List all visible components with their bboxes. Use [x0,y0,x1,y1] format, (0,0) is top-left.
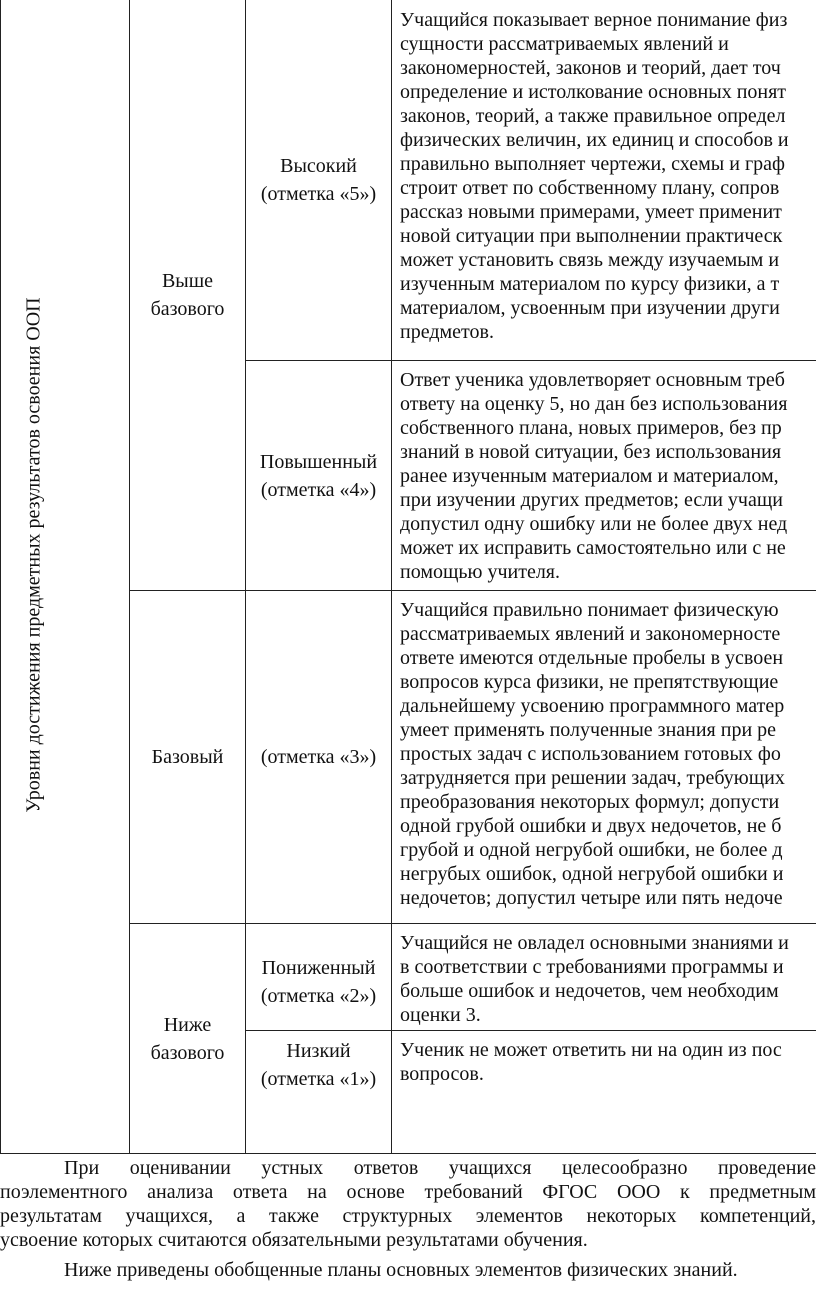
description-line: дальнейшему усвоению программного матер [400,695,785,717]
description-low [400,1038,816,1086]
description-line: одной грубой ошибки и двух недочетов, не б [400,815,782,837]
description-line: простых задач с использованием готовых фо [400,743,781,765]
description-line: преобразования некоторых формул; допусти [400,791,780,813]
description-high [400,8,816,344]
level-mark: (отметка «2») [260,985,377,1007]
description-line: Учащийся показывает верное понимание физ [400,9,788,31]
level-mark: (отметка «3») [260,746,377,768]
level-mark: (отметка «4») [260,478,377,501]
level-name: Высокий [280,155,357,177]
paragraph-line: При оценивании устных ответов учащихся целесообразно проведение [64,1157,816,1179]
description-line: вопросов курса физики, не препятствующие [400,671,779,693]
description-basic [400,598,816,910]
description-line: затрудняется при решении задач, требующих [400,767,785,789]
level-name: Низкий [286,1040,351,1062]
paragraph-plans-intro [0,1258,816,1282]
description-line: правильно выполняет чертежи, схемы и граф [400,153,785,175]
description-line: рассматриваемых явлений и закономерносте [400,623,781,645]
table-divider-col3 [391,0,392,1153]
paragraph-line: поэлементного анализа ответа на основе требований ФГОС ООО к предметным [0,1181,816,1203]
level-mark: (отметка «5») [260,183,377,205]
level-cell-low [246,1031,391,1153]
paragraph-line: результатам учащихся, а также структурных элементов некоторых компетенций, [0,1205,816,1227]
description-line: может их исправить самостоятельно или с не [400,537,786,559]
group-label-below-basic [130,924,245,1153]
description-reduced [400,931,816,1027]
table-border-left [0,0,1,1153]
description-line: больше ошибок и недочетов, чем необходим [400,980,779,1002]
description-line: Учащийся не овладел основными знаниями и [400,932,789,954]
description-line: ответе имеются отдельные пробелы в усвоен [400,647,784,669]
description-line: умеет применять полученные знания при ре [400,719,777,741]
description-line: изученным материалом по курсу физики, а т [400,273,780,295]
paragraph-line: Ниже приведены обобщенные планы основных элементов физических знаний. [64,1259,738,1281]
group-label-text: Выше базового [150,270,225,320]
description-line: оценки 3. [400,1004,481,1026]
level-mark: (отметка «1») [260,1068,377,1090]
level-cell-elevated [246,361,391,590]
group-label-text: Базовый [151,746,224,768]
description-line: предметов. [400,321,494,343]
level-cell-reduced [246,924,391,1030]
paragraph-oral-assessment [0,1156,816,1252]
description-line: законов, теорий, а также правильное определ [400,105,786,127]
description-elevated [400,368,816,584]
table-border-bottom [0,1153,816,1154]
description-line: допустил одну ошибку или не более двух нед [400,513,788,535]
description-line: недочетов; допустил четыре или пять недоче [400,887,783,909]
description-line: при изучении других предметов; если учащи [400,489,783,511]
description-line: рассказ новыми примерами, умеет применит [400,201,782,223]
level-cell-high [246,0,391,360]
level-name: Повышенный [259,450,378,473]
description-line: определение и истолкование основных понят [400,81,787,103]
description-line: грубой и одной негрубой ошибки, не более д [400,839,783,861]
description-line: может установить связь между изучаемым и [400,249,780,271]
group-label-basic [130,591,245,923]
description-line: закономерностей, законов и теорий, дает точ [400,57,781,79]
paragraph-line: усвоение которых считаются обязательными результатами обучения. [0,1229,588,1251]
group-label-text: Ниже базового [150,1013,225,1064]
level-cell-basic [246,591,391,923]
description-line: Ученик не может ответить ни на один из пос [400,1039,782,1061]
description-line: ранее изученным материалом и материалом, [400,465,779,487]
description-line: сущности рассматриваемых явлений и [400,33,729,55]
table-vertical-caption: Уровни достижения предметных результатов освоения ООП [22,297,45,813]
description-line: вопросов. [400,1063,484,1085]
level-name: Пониженный [261,957,376,979]
description-line: новой ситуации при выполнении практическ [400,225,783,247]
description-line: строит ответ по собственному плану, сопров [400,177,780,199]
description-line: знаний в новой ситуации, без использования [400,441,782,463]
description-line: Ответ ученика удовлетворяет основным треб [400,369,785,391]
group-label-above-basic [130,0,245,590]
description-line: физических величин, их единиц и способов и [400,129,789,151]
description-line: собственного плана, новых примеров, без пр [400,417,782,439]
description-line: ответу на оценку 5, но дан без использования [400,393,788,415]
description-line: Учащийся правильно понимает физическую [400,599,779,621]
description-line: помощью учителя. [400,561,560,583]
description-line: негрубых ошибок, одной негрубой ошибки и [400,863,784,885]
description-line: в соответствии с требованиями программы и [400,956,784,978]
description-line: материалом, усвоенным при изучении други [400,297,780,319]
